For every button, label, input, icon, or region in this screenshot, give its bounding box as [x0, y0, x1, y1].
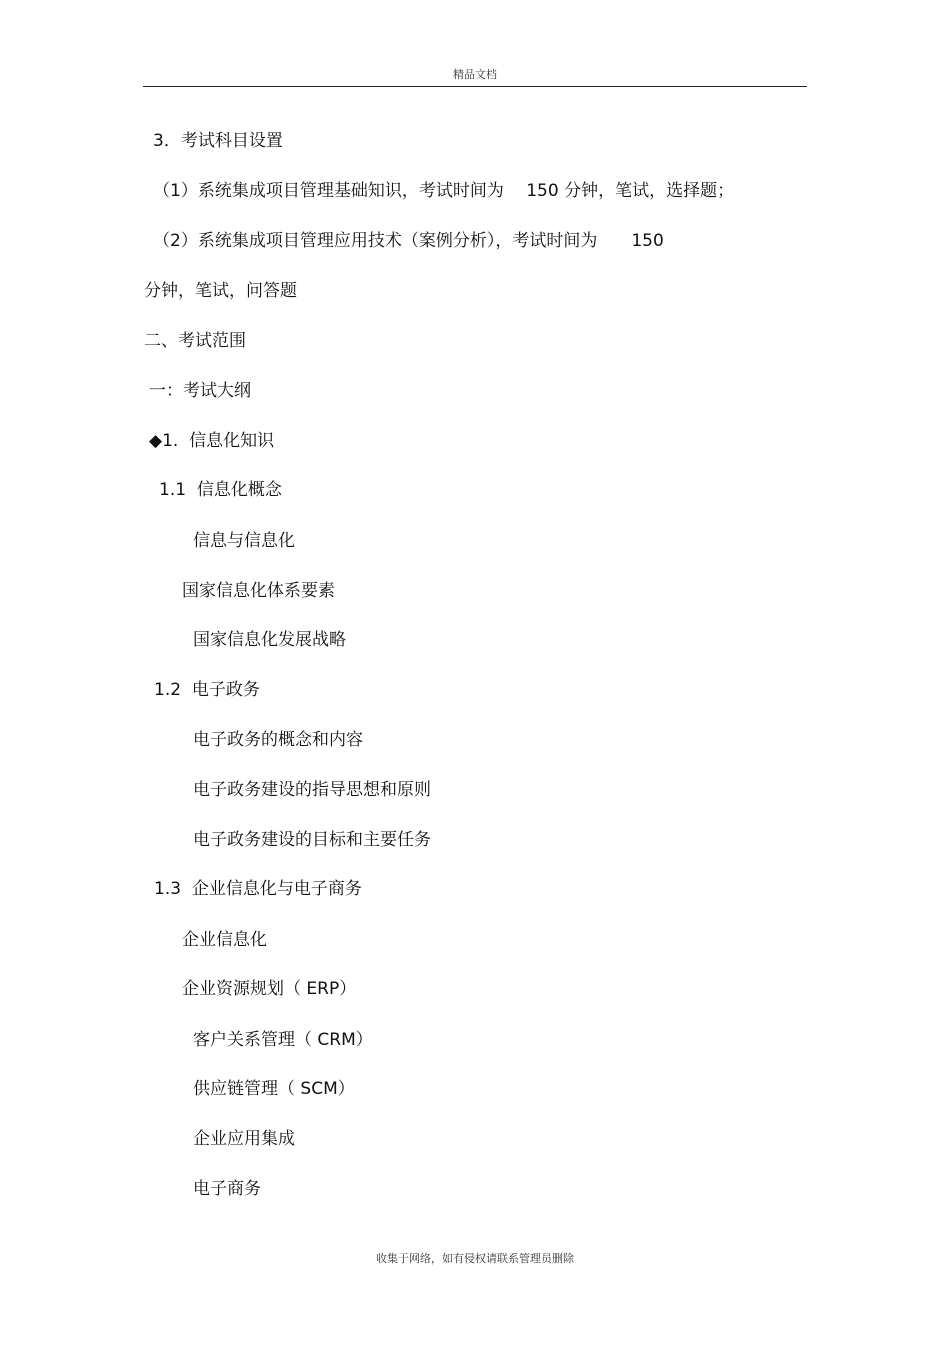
topic-heading-informatization: ◆1. 信息化知识	[149, 431, 275, 451]
topic-item: 电子政务的概念和内容	[193, 730, 363, 750]
section-heading-exam-subjects: 3．考试科目设置	[153, 131, 283, 151]
section-heading-exam-scope: 二、考试范围	[144, 331, 246, 351]
page-header: 精品文档	[453, 68, 497, 81]
topic-item: 电子商务	[193, 1179, 261, 1199]
topic-item: 企业信息化	[182, 930, 267, 950]
exam-subject-1: （1）系统集成项目管理基础知识，考试时间为 150 分钟，笔试，选择题；	[153, 181, 735, 201]
topic-item: 国家信息化体系要素	[182, 581, 335, 601]
topic-1-1: 1.1 信息化概念	[159, 480, 282, 500]
topic-item: 国家信息化发展战略	[193, 630, 346, 650]
exam-subject-2-continued: 分钟，笔试，问答题	[144, 281, 297, 301]
topic-1-2: 1.2 电子政务	[154, 680, 260, 700]
exam-subject-2: （2）系统集成项目管理应用技术（案例分析），考试时间为 150	[153, 231, 664, 251]
page-footer: 收集于网络，如有侵权请联系管理员删除	[376, 1252, 574, 1265]
topic-item: 客户关系管理（ CRM）	[193, 1030, 373, 1050]
topic-item: 电子政务建设的指导思想和原则	[193, 780, 431, 800]
subsection-heading-syllabus: 一：考试大纲	[149, 381, 251, 401]
topic-item: 企业资源规划（ ERP）	[182, 979, 357, 999]
header-divider	[143, 86, 807, 87]
topic-1-3: 1.3 企业信息化与电子商务	[154, 879, 362, 899]
topic-item: 电子政务建设的目标和主要任务	[193, 830, 431, 850]
topic-item: 企业应用集成	[193, 1129, 295, 1149]
topic-item: 信息与信息化	[193, 531, 295, 551]
topic-item: 供应链管理（ SCM）	[193, 1079, 355, 1099]
